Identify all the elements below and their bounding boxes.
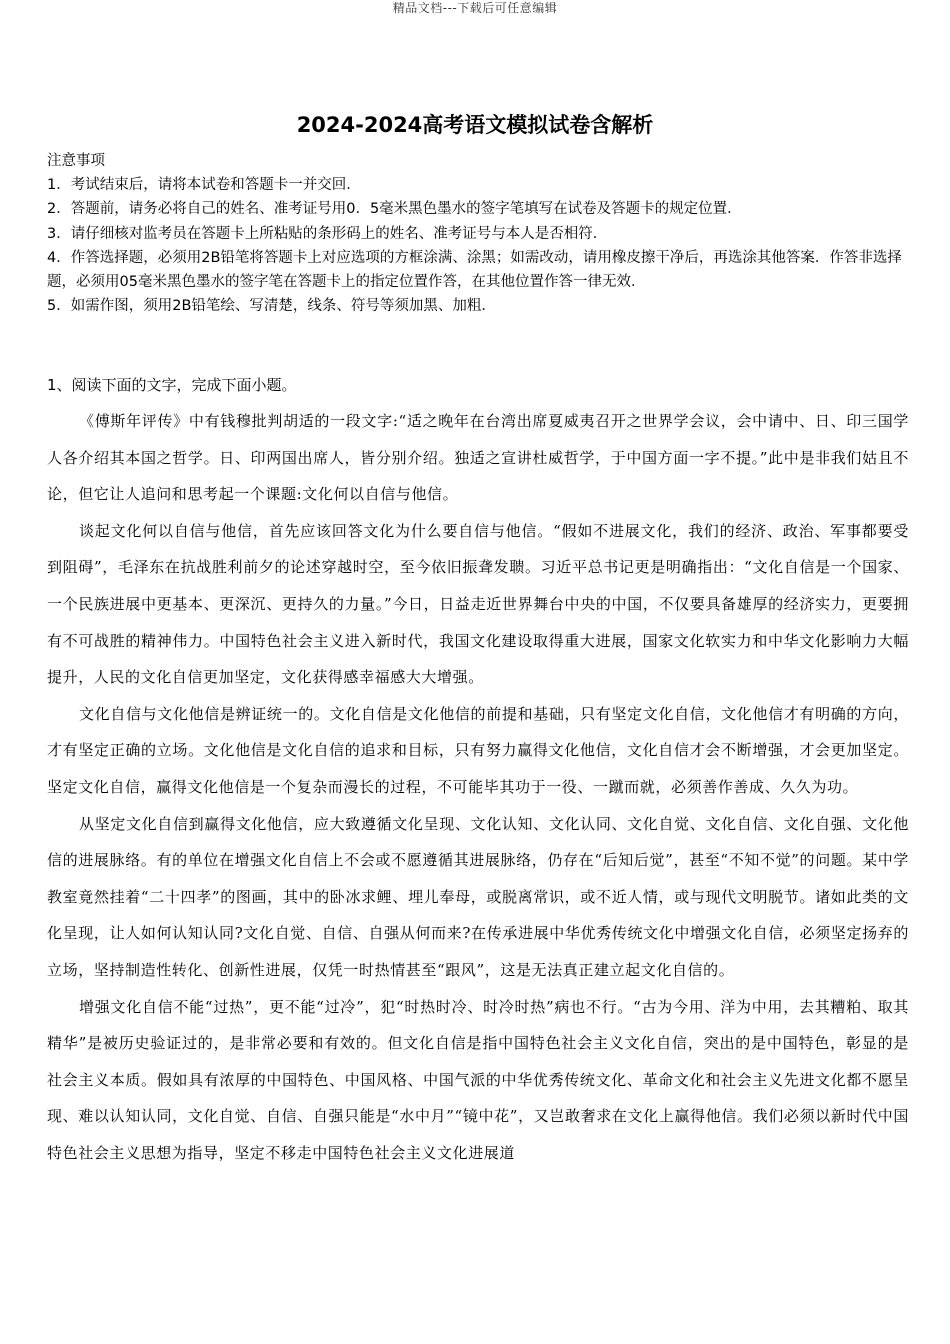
reading-passage [47,403,909,1171]
notice-heading: 注意事项 [47,153,105,169]
notice-item: 3．请仔细核对监考员在答题卡上所粘贴的条形码上的姓名、准考证号与本人是否相符． [47,225,608,242]
passage-paragraph: 谈起文化何以自信与他信，首先应该回答文化为什么要自信与他信。“假如不进展文化，我们的经济、政治、军事都要受到阻碍”，毛泽东在抗战胜利前夕的论述穿越时空，至今依旧振聋发聩。习近平总书记更是明确指出：“文化自信是一个国家、一个民族进展中更基本、更深沉、更持久的力量。”今日，日益走近世界舞台中央的中国，不仅要具备雄厚的经济实力，更要拥有不可战胜的精神伟力。中国特色社会主义进入新时代，我国文化建设取得重大进展，国家文化软实力和中华文化影响力大幅提升，人民的文化自信更加坚定，文化获得感幸福感大大增强。 [47,521,909,687]
notice-section [47,149,907,318]
notice-item: 4．作答选择题，必须用2B铅笔将答题卡上对应选项的方框涂满、涂黑；如需改动，请用橡皮擦干净后，再选涂其他答案．作答非选择题，必须用05毫米黑色墨水的签字笔在答题卡上的指定位置作答，在其他位置作答一律无效． [47,249,902,291]
passage-paragraph: 从坚定文化自信到赢得文化他信，应大致遵循文化呈现、文化认知、文化认同、文化自觉、文化自信、文化自强、文化他信的进展脉络。有的单位在增强文化自信上不会或不愿遵循其进展脉络，仍存在“后知后觉”，甚至“不知不觉”的问题。某中学教室竟然挂着“二十四孝”的图画，其中的卧冰求鲤、埋儿奉母，或脱离常识，或不近人情，或与现代文明脱节。诸如此类的文化呈现，让人如何认知认同?文化自觉、自信、自强从何而来?在传承进展中华优秀传统文化中增强文化自信，必须坚定扬弃的立场，坚持制造性转化、创新性进展，仅凭一时热情甚至“跟风”，这是无法真正建立起文化自信的。 [47,814,909,979]
page-title: 2024-2024高考语文模拟试卷含解析 [296,113,654,137]
notice-item: 1．考试结束后，请将本试卷和答题卡一并交回． [47,177,361,194]
passage-paragraph: 文化自信与文化他信是辨证统一的。文化自信是文化他信的前提和基础，只有坚定文化自信，文化他信才有明确的方向，才有坚定正确的立场。文化他信是文化自信的追求和目标，只有努力赢得文化他信，文化自信才会不断增强，才会更加坚定。坚定文化自信，赢得文化他信是一个复杂而漫长的过程，不可能毕其功于一役、一蹴而就，必须善作善成、久久为功。 [47,704,909,796]
notice-item: 2．答题前，请务必将自己的姓名、准考证号用0．5毫米黑色墨水的签字笔填写在试卷及答题卡的规定位置． [47,201,742,218]
passage-paragraph: 增强文化自信不能“过热”，更不能“过冷”，犯“时热时冷、时冷时热”病也不行。“古为今用、洋为中用，去其糟粕、取其精华”是被历史验证过的，是非常必要和有效的。但文化自信是指中国特色社会主义文化自信，突出的是中国特色，彰显的是社会主义本质。假如具有浓厚的中国特色、中国风格、中国气派的中华优秀传统文化、革命文化和社会主义先进文化都不愿呈现、难以认知认同，文化自觉、自信、自强只能是“水中月”“镜中花”，又岂敢奢求在文化上赢得他信。我们必须以新时代中国特色社会主义思想为指导，坚定不移走中国特色社会主义文化进展道 [47,997,909,1162]
question-title: 1、阅读下面的文字，完成下面小题。 [47,376,297,394]
notice-item: 5．如需作图，须用2B铅笔绘、写清楚，线条、符号等须加黑、加粗． [47,298,496,315]
passage-paragraph: 《傅斯年评传》中有钱穆批判胡适的一段文字:“适之晚年在台湾出席夏威夷召开之世界学会议，会中请中、日、印三国学人各介绍其本国之哲学。日、印两国出席人，皆分别介绍。独适之宣讲杜威哲学，于中国方面一字不提。”此中是非我们姑且不论，但它让人追问和思考起一个课题:文化何以自信与他信。 [47,412,909,504]
page-header-note: 精品文档---下载后可任意编辑 [392,1,558,15]
